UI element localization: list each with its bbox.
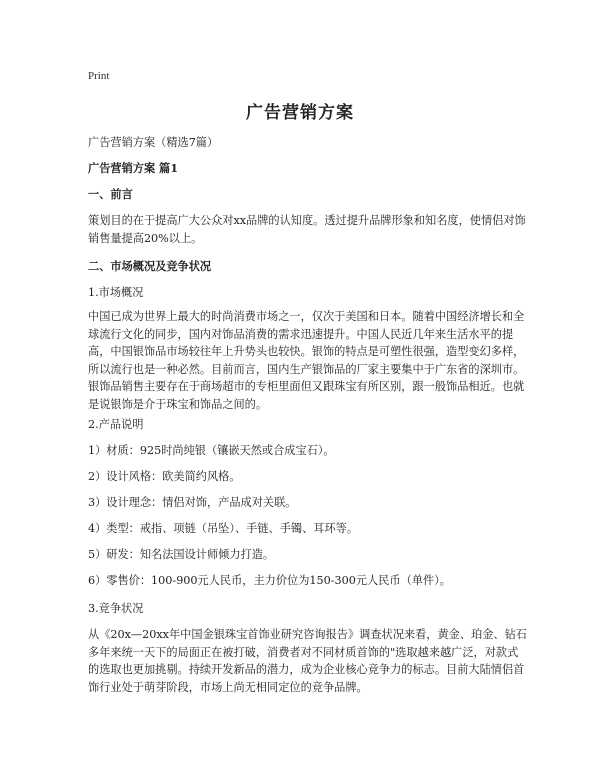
product-item: 2）设计风格：欧美简约风格。 [88, 470, 241, 483]
competition-paragraph: 从《20x—20xx年中国金银珠宝首饰业研究咨询报告》调查状况来看，黄金、珀金、钻石多年来统一天下的局面正在被打破，消费者对不同材质首饰的"选取越来越广泛，对款式的选取也更加挑剔。持续开发新品的潜力，成为企业核心竞争力的标志。目前大陆情侣首饰行业处于萌芽阶段，市场上尚无相同定位的竞争品牌。 [88, 628, 527, 694]
preface-paragraph: 策划目的在于提高广大公众对xx品牌的认知度。透过提升品牌形象和知名度，使情侣对饰销售量提高20%以上。 [88, 214, 526, 245]
product-item: 5）研发：知名法国设计师倾力打造。 [88, 548, 275, 561]
subheading-product: 2.产品说明 [88, 418, 144, 431]
subheading-market-overview: 1.市场概况 [88, 286, 144, 299]
subheading-competition: 3.竞争状况 [88, 602, 144, 615]
print-label: Print [88, 70, 110, 82]
product-item: 1）材质：925时尚纯银（镶嵌天然或合成宝石）。 [88, 444, 335, 457]
product-item: 4）类型：戒指、项链（吊坠）、手链、手镯、耳环等。 [88, 522, 359, 535]
page-title: 广告营销方案 [246, 103, 354, 123]
product-item: 6）零售价：100-900元人民币，主力价位为150-300元人民币（单件）。 [88, 574, 451, 587]
document-subtitle: 广告营销方案（精选7篇） [88, 136, 219, 149]
chapter-heading: 广告营销方案 篇1 [88, 161, 178, 175]
section-heading-market: 二、市场概况及竞争状况 [88, 259, 212, 273]
market-overview-paragraph: 中国已成为世界上最大的时尚消费市场之一，仅次于美国和日本。随着中国经济增长和全球流行文化的同步，国内对饰品消费的需求迅速提升。中国人民近几年来生活水平的提高，中国银饰品市场较往年上升势头也较快。银饰的特点是可塑性很强，造型变幻多样，所以流行也是一种必然。目前而言，国内生产银饰品的厂家主要集中于广东省的深圳市。银饰品销售主要存在于商场超市的专柜里面但又跟珠宝有所区别，跟一般饰品相近。也就是说银饰是介于珠宝和饰品之间的。 [88, 310, 525, 411]
section-heading-preface: 一、前言 [88, 187, 133, 201]
product-item: 3）设计理念：情侣对饰，产品成对关联。 [88, 496, 297, 509]
